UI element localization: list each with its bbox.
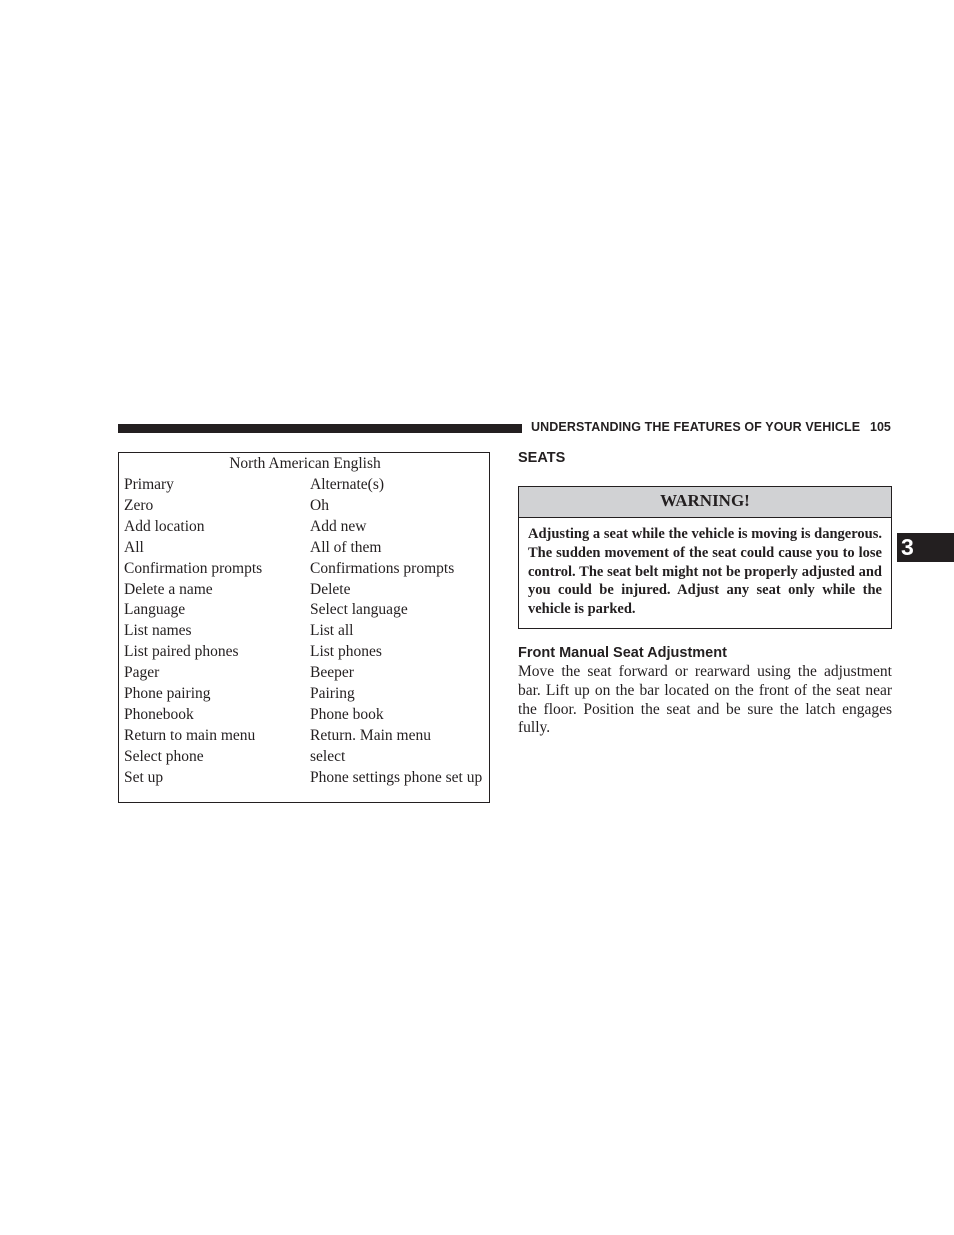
table-row <box>119 600 489 621</box>
table-cell-alternate: Phone settings phone set up <box>310 768 483 786</box>
table-cell-alternate: List all <box>310 622 354 640</box>
table-cell-primary: Primary <box>124 476 174 493</box>
table-cell-primary: Return to main menu <box>124 726 256 744</box>
table-cell-primary: Set up <box>124 768 164 786</box>
table-cell-alternate: Delete <box>310 580 351 598</box>
table-cell-alternate: Return. Main menu <box>310 726 431 744</box>
table-cell-primary: Add location <box>124 517 205 535</box>
table-cell-alternate: Oh <box>310 496 329 514</box>
voice-command-table <box>118 452 490 803</box>
table-row <box>119 663 489 684</box>
table-row <box>119 642 489 663</box>
table-cell-primary: Phone pairing <box>124 685 211 702</box>
table-cell-primary: All <box>124 538 144 556</box>
table-cell-primary: Phonebook <box>124 705 194 723</box>
warning-box <box>518 486 892 629</box>
page-number: 105 <box>870 420 891 434</box>
subheading-front-manual-seat-adjustment: Front Manual Seat Adjustment <box>518 645 727 661</box>
table-row <box>119 705 489 726</box>
table-cell-alternate: Alternate(s) <box>310 476 385 493</box>
table-row <box>119 538 489 559</box>
table-row <box>119 496 489 517</box>
table-cell-primary: Confirmation prompts <box>124 559 263 577</box>
table-cell-primary: List paired phones <box>124 643 239 661</box>
warning-title: WARNING! <box>519 487 891 518</box>
table-cell-alternate: List phones <box>310 643 382 661</box>
table-cell-alternate: Add new <box>310 517 367 535</box>
table-row <box>119 559 489 580</box>
table-cell-alternate: Phone book <box>310 705 384 723</box>
table-cell-alternate: Pairing <box>310 685 355 702</box>
table-cell-primary: Select phone <box>124 747 204 765</box>
table-row <box>119 684 489 705</box>
front-manual-seat-text: Move the seat forward or rearward using the adjustment bar. Lift up on the bar located on the front of the seat near the floor. Position the seat and be sure the latch engages fully. <box>518 663 892 737</box>
table-cell-primary: List names <box>124 622 192 640</box>
table-cell-alternate: select <box>310 747 346 765</box>
table-heading: North American English <box>229 455 381 472</box>
table-cell-alternate: Select language <box>310 601 408 619</box>
warning-text: Adjusting a seat while the vehicle is moving is dangerous. The sudden movement of the seat could cause you to lose control. The seat belt might not be properly adjusted and you could be injured. Adjust any seat only while the vehicle is parked. <box>528 526 882 618</box>
table-cell-primary: Zero <box>124 496 154 514</box>
table-cell-primary: Pager <box>124 664 160 682</box>
section-heading-seats: SEATS <box>518 450 566 466</box>
table-cell-alternate: All of them <box>310 538 382 556</box>
table-row <box>119 580 489 601</box>
table-cell-alternate: Confirmations prompts <box>310 559 455 577</box>
table-row <box>119 517 489 538</box>
header-rule <box>118 424 522 433</box>
table-cell-primary: Delete a name <box>124 580 213 598</box>
table-cell-alternate: Beeper <box>310 664 354 682</box>
table-row <box>119 475 489 496</box>
running-header-title: UNDERSTANDING THE FEATURES OF YOUR VEHICLE <box>531 420 861 434</box>
table-row <box>119 726 489 747</box>
chapter-tab: 3 <box>897 533 954 562</box>
table-row <box>119 747 489 768</box>
table-row <box>119 768 489 789</box>
table-cell-primary: Language <box>124 601 186 619</box>
table-row <box>119 621 489 642</box>
